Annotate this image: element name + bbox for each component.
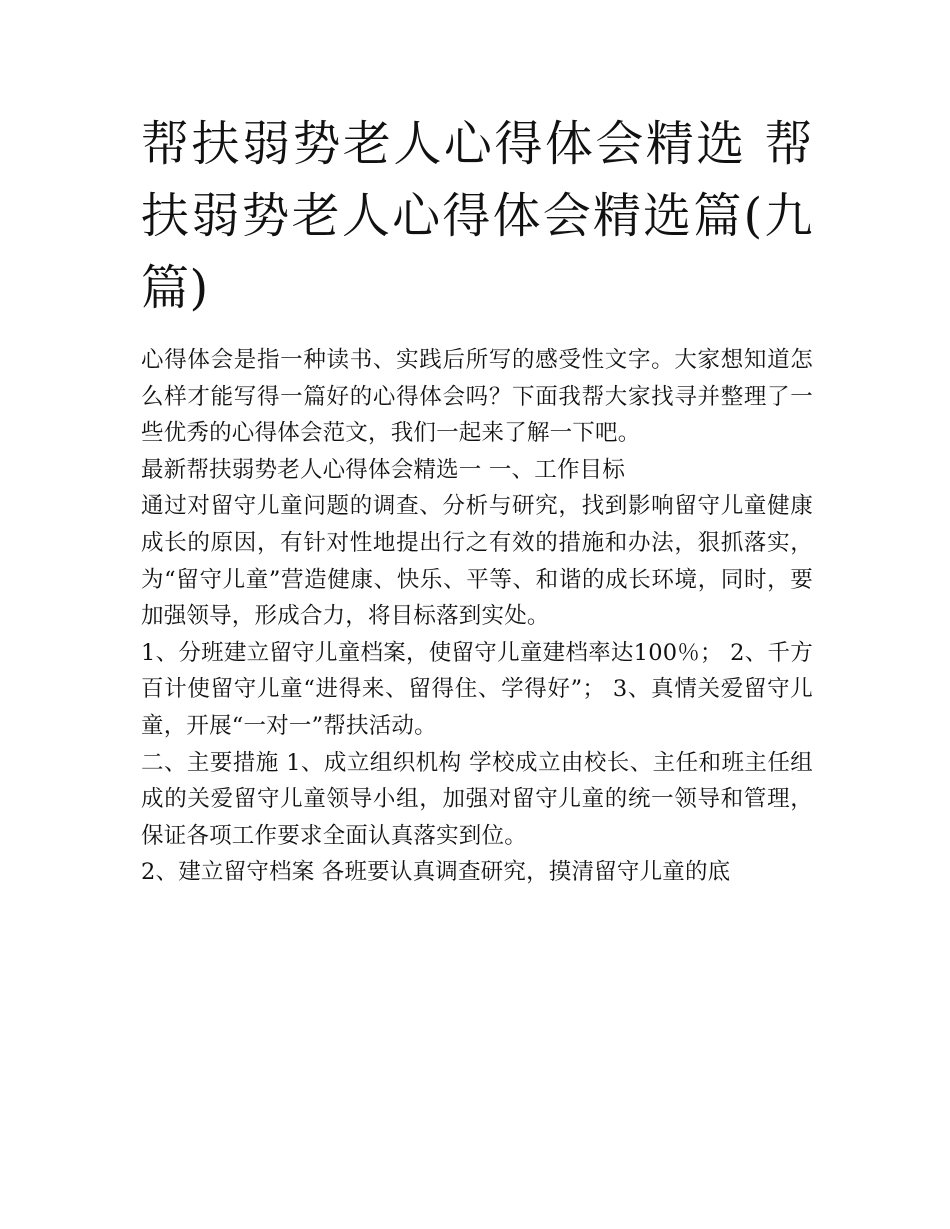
paragraph-section-heading: 最新帮扶弱势老人心得体会精选一 一、工作目标: [141, 456, 626, 483]
document-page: [141, 108, 813, 891]
document-title: 帮扶弱势老人心得体会精选 帮扶弱势老人心得体会精选篇(九篇): [141, 116, 813, 316]
document-body: [141, 342, 813, 891]
paragraph-archive: 2、建立留守档案 各班要认真调查研究，摸清留守儿童的底: [141, 859, 731, 886]
paragraph-goal-items: 1、分班建立留守儿童档案，使留守儿童建档率达100％； 2、千方百计使留守儿童“进得来、留得住、学得好”； 3、真情关爱留守儿童，开展“一对一”帮扶活动。: [141, 639, 813, 739]
paragraph-goals: 通过对留守儿童问题的调查、分析与研究，找到影响留守儿童健康成长的原因，有针对性地提出行之有效的措施和办法，狠抓落实，为“留守儿童”营造健康、快乐、平等、和谐的成长环境，同时，要加强领导，形成合力，将目标落到实处。: [141, 493, 813, 630]
paragraph-measures: 二、主要措施 1、成立组织机构 学校成立由校长、主任和班主任组成的关爱留守儿童领导小组，加强对留守儿童的统一领导和管理，保证各项工作要求全面认真落实到位。: [141, 749, 813, 849]
paragraph-intro: 心得体会是指一种读书、实践后所写的感受性文字。大家想知道怎么样才能写得一篇好的心得体会吗？下面我帮大家找寻并整理了一些优秀的心得体会范文，我们一起来了解一下吧。: [141, 347, 813, 447]
